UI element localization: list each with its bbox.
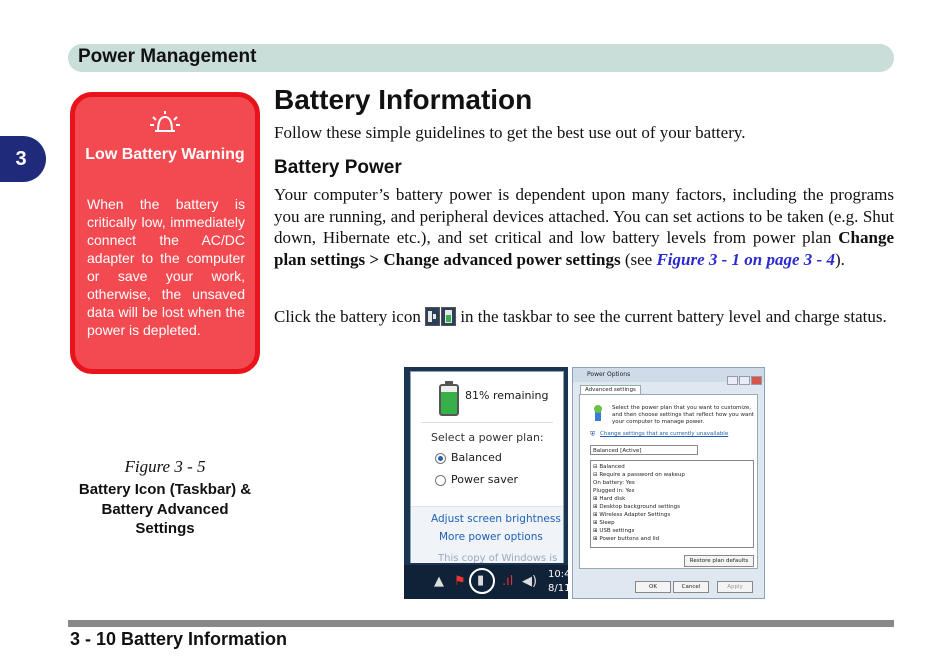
- settings-tree[interactable]: [590, 460, 754, 548]
- tab-advanced-settings[interactable]: Advanced settings: [580, 385, 641, 394]
- tree-item[interactable]: ⊞ Sleep: [593, 520, 615, 526]
- apply-button[interactable]: Apply: [717, 581, 753, 593]
- adjust-brightness-link[interactable]: Adjust screen brightness: [431, 513, 561, 525]
- restore-defaults-button[interactable]: Restore plan defaults: [684, 555, 754, 567]
- show-hidden-icons-icon[interactable]: ▲: [434, 574, 444, 589]
- power-plan-icon: [590, 405, 606, 427]
- close-button[interactable]: [751, 376, 762, 385]
- tree-item[interactable]: On battery: Yes: [593, 480, 635, 486]
- section-title: Battery Power: [274, 157, 402, 178]
- tree-item[interactable]: ⊞ Hard disk: [593, 496, 626, 502]
- minimize-button[interactable]: [727, 376, 738, 385]
- window-title: Power Options: [573, 368, 764, 382]
- network-icon[interactable]: .ıl: [502, 574, 514, 589]
- window-controls: [726, 370, 762, 379]
- volume-icon[interactable]: ◀): [522, 574, 538, 589]
- battery-remaining-text: 81% remaining: [465, 389, 549, 402]
- power-saver-option-label[interactable]: Power saver: [451, 473, 519, 486]
- more-power-options-link[interactable]: More power options: [439, 531, 543, 543]
- battery-power-paragraph: Your computer’s battery power is dependent upon many factors, including the programs you are running, and peripheral devices attached. You can set actions to be taken (e.g. Shut down, Hibernate etc.), and set critical and low battery levels from power plan Change plan settings > Change advanced power settings (see Figure 3 - 1 on page 3 - 4).: [274, 185, 894, 269]
- menu-path: Change plan settings > Change advanced power settings: [274, 228, 894, 269]
- battery-icon: ▮: [477, 573, 485, 588]
- power-saver-radio[interactable]: [435, 475, 446, 486]
- maximize-button[interactable]: [739, 376, 750, 385]
- battery-flyout-screenshot: [404, 367, 571, 599]
- intro-text: Follow these simple guidelines to get the best use out of your battery.: [274, 123, 746, 142]
- warning-text: When the battery is critically low, immediately connect the AC/DC adapter to the computer or save your work, otherwise, the unsaved data will be lost when the power is depleted.: [87, 196, 245, 338]
- desktop-watermark-text: This copy of Windows is: [438, 553, 558, 564]
- battery-icon-paragraph: Click the battery icon in the taskbar to see the current battery level and charge status.: [274, 307, 887, 326]
- balanced-radio[interactable]: [435, 453, 446, 464]
- change-settings-link[interactable]: Change settings that are currently unavailable: [600, 431, 729, 437]
- plan-description: Select the power plan that you want to customize, and then choose settings that reflect how you want your computer to manage power.: [612, 405, 754, 425]
- taskbar-clock[interactable]: 10:4 8/11: [548, 569, 571, 594]
- tree-item[interactable]: ⊞ Desktop background settings: [593, 504, 680, 510]
- tree-item[interactable]: ⊞ Wireless Adapter Settings: [593, 512, 671, 518]
- battery-flyout-popup: [410, 371, 564, 563]
- taskbar: [404, 565, 571, 599]
- tree-item[interactable]: ⊞ USB settings: [593, 528, 635, 534]
- action-center-flag-icon[interactable]: ⚑: [454, 574, 466, 589]
- page-title: Battery Information: [274, 84, 533, 115]
- figure-number: Figure 3 - 5: [124, 457, 206, 476]
- taskbar-battery-icon: [425, 307, 456, 326]
- figure-caption: Battery Icon (Taskbar) & Battery Advanced Settings: [78, 481, 252, 537]
- plan-select[interactable]: Balanced [Active]: [590, 445, 698, 455]
- tree-item[interactable]: ⊟ Balanced: [593, 464, 625, 470]
- tree-item[interactable]: ⊟ Require a password on wakeup: [593, 472, 685, 478]
- cancel-button[interactable]: Cancel: [673, 581, 709, 593]
- running-header: Power Management: [78, 46, 257, 67]
- chapter-tab: 3: [0, 136, 46, 182]
- settings-panel: [579, 394, 758, 569]
- power-options-screenshot: [572, 367, 765, 599]
- footer-rule: [68, 620, 894, 627]
- warning-alarm-icon: [75, 109, 255, 142]
- low-battery-warning-box: [70, 92, 260, 374]
- ok-button[interactable]: OK: [635, 581, 671, 593]
- figure-cross-reference-link[interactable]: Figure 3 - 1 on page 3 - 4: [656, 249, 835, 269]
- page-footer: 3 - 10 Battery Information: [70, 629, 288, 649]
- divider: [421, 422, 553, 423]
- battery-level-icon: [439, 384, 459, 416]
- shield-icon: ⛨: [590, 430, 596, 438]
- warning-title: Low Battery Warning: [85, 146, 245, 163]
- tree-item[interactable]: Plugged in: Yes: [593, 488, 635, 494]
- balanced-option-label[interactable]: Balanced: [451, 451, 502, 464]
- power-plan-label: Select a power plan:: [431, 431, 544, 444]
- tree-item[interactable]: ⊞ Power buttons and lid: [593, 536, 660, 542]
